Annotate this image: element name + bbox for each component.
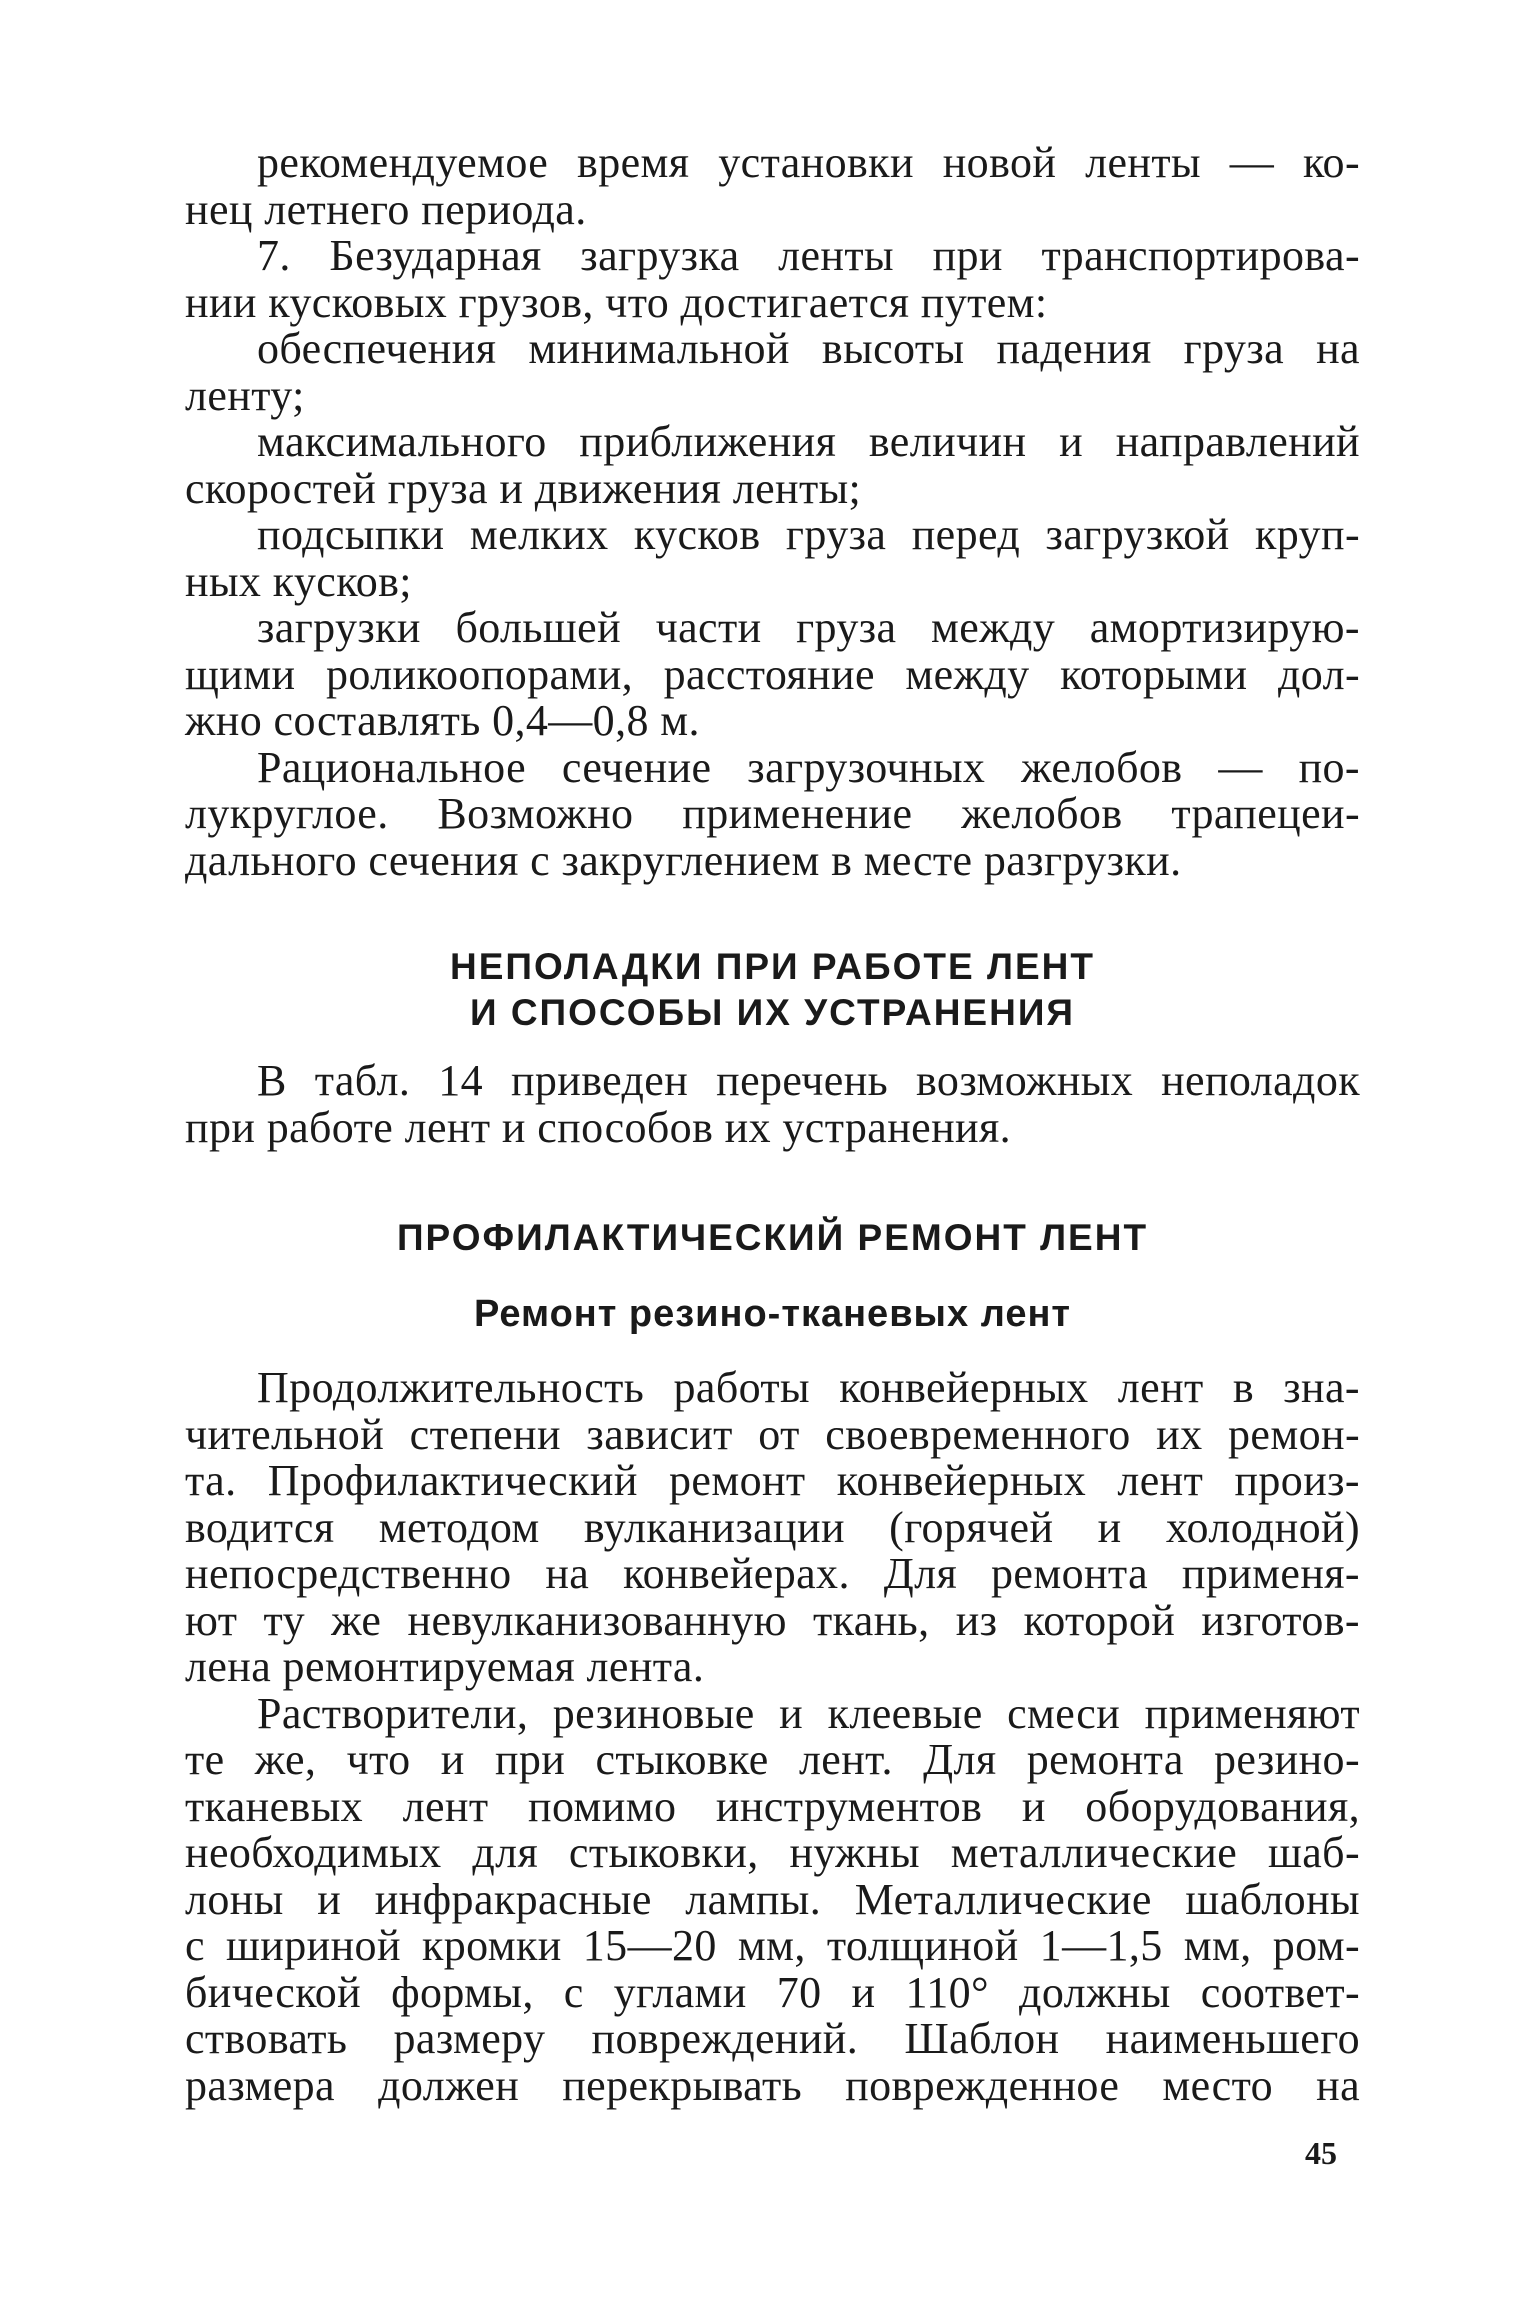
subsection-heading: Ремонт резино-тканевых лент <box>473 1293 1072 1335</box>
section-heading-line: И СПОСОБЫ ИХ УСТРАНЕНИЯ <box>469 992 1076 1033</box>
text-line: рекомендуемое время установки новой ленты — ко- <box>257 138 1360 187</box>
page-body <box>185 140 1360 2109</box>
text-line: лукруглое. Возможно применение желобов трапецеи- <box>185 789 1360 838</box>
text-line: лоны и инфракрасные лампы. Металлические шаблоны <box>185 1874 1360 1924</box>
text-line: те же, что и при стыковке лент. Для ремонта резино- <box>185 1735 1360 1784</box>
section-heading-line: НЕПОЛАДКИ ПРИ РАБОТЕ ЛЕНТ <box>450 946 1095 987</box>
text-line: Продолжительность работы конвейерных лент в зна- <box>257 1363 1360 1412</box>
text-line: бической формы, с углами 70 и 110° должны соответ- <box>185 1967 1360 2017</box>
text-line: при работе лент и способов их устранения. <box>185 1102 1012 1152</box>
text-line: ствовать размеру повреждений. Шаблон наименьшего <box>185 2014 1360 2063</box>
text-line: Растворители, резиновые и клеевые смеси применяют <box>257 1688 1360 1738</box>
text-line: ют ту же невулканизованную ткань, из которой изготов- <box>185 1595 1360 1645</box>
text-line: тканевых лент помимо инструментов и оборудования, <box>185 1781 1360 1831</box>
text-line: загрузки большей части груза между амортизирую- <box>257 603 1360 652</box>
text-line: чительной степени зависит от своевременного их ремон- <box>185 1409 1360 1459</box>
text-line: непосредственно на конвейерах. Для ремонта применя- <box>185 1549 1360 1598</box>
text-line: необходимых для стыковки, нужны металлические шаб- <box>185 1828 1360 1877</box>
text-line: нец летнего периода. <box>185 184 587 234</box>
text-line: подсыпки мелких кусков груза перед загрузкой круп- <box>257 510 1360 559</box>
text-line: размера должен перекрывать поврежденное место на <box>185 2060 1360 2110</box>
text-line: В табл. 14 приведен перечень возможных неполадок <box>257 1056 1360 1105</box>
text-line: обеспечения минимальной высоты падения груза на <box>257 324 1360 373</box>
text-line: нии кусковых грузов, что достигается путем: <box>185 277 1048 327</box>
text-line: 7. Безударная загрузка ленты при транспортирова- <box>257 231 1360 280</box>
section-heading: ПРОФИЛАКТИЧЕСКИЙ РЕМОНТ ЛЕНТ <box>396 1217 1149 1258</box>
text-line: водится методом вулканизации (горячей и холодной) <box>185 1502 1360 1552</box>
text-line: ных кусков; <box>185 556 412 606</box>
text-line: та. Профилактический ремонт конвейерных лент произ- <box>185 1456 1360 1505</box>
page-number: 45 <box>1305 2135 1337 2171</box>
text-line: лена ремонтируемая лента. <box>185 1642 705 1691</box>
text-line: Рациональное сечение загрузочных желобов — по- <box>257 742 1360 792</box>
text-line: максимального приближения величин и направлений <box>257 417 1360 466</box>
text-line: дального сечения с закруглением в месте разгрузки. <box>185 835 1182 885</box>
text-line: скоростей груза и движения ленты; <box>185 463 862 513</box>
text-line: с шириной кромки 15—20 мм, толщиной 1—1,5 мм, ром- <box>185 1921 1360 1970</box>
text-line: жно составлять 0,4—0,8 м. <box>185 696 700 745</box>
text-line: ленту; <box>185 370 305 420</box>
text-line: щими роликоопорами, расстояние между которыми дол- <box>185 649 1360 699</box>
